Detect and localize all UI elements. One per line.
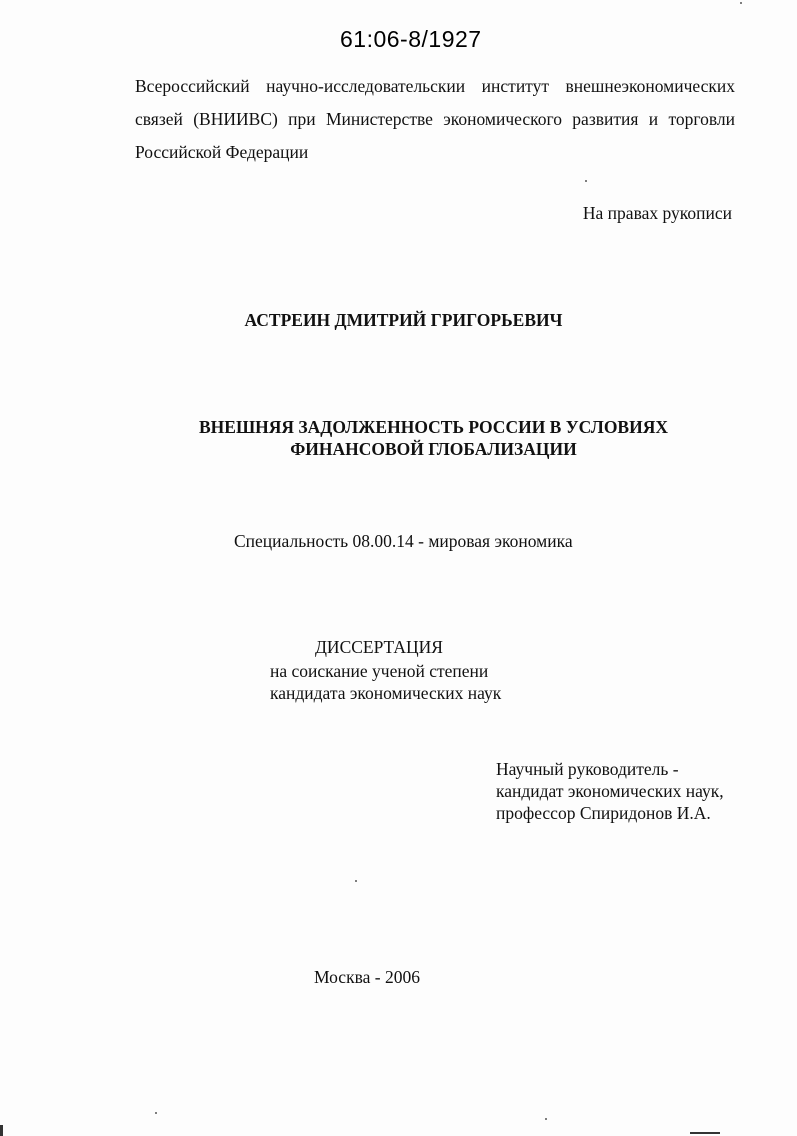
supervisor-line: кандидат экономических наук, (496, 781, 724, 801)
scan-edge-mark (690, 1132, 720, 1134)
scan-speck (585, 180, 587, 182)
institution-line: Всероссийский научно-исследовательскии институт внешнеэкономических (135, 76, 735, 96)
institution-line: связей (ВНИИВС) при Министерстве экономического развития и торговли (135, 109, 735, 129)
scan-speck (155, 1112, 157, 1114)
author-name: АСТРЕИН ДМИТРИЙ ГРИГОРЬЕВИЧ (244, 310, 563, 330)
institution-line: Российской Федерации (135, 142, 309, 162)
title-line: ВНЕШНЯЯ ЗАДОЛЖЕННОСТЬ РОССИИ В УСЛОВИЯХ (198, 417, 668, 437)
city-year: Москва - 2006 (314, 967, 420, 987)
scan-speck (355, 880, 357, 882)
rights-note: На правах рукописи (582, 203, 732, 223)
archive-code: 61:06-8/1927 (340, 26, 482, 52)
institution-name (135, 70, 735, 169)
supervisor-line: профессор Спиридонов И.А. (496, 803, 711, 823)
dissertation-title (0, 416, 797, 460)
specialty: Специальность 08.00.14 - мировая экономика (234, 531, 573, 551)
title-line: ФИНАНСОВОЙ ГЛОБАЛИЗАЦИИ (290, 439, 577, 459)
degree-line: кандидата экономических наук (270, 683, 502, 703)
degree-info (270, 660, 501, 704)
supervisor-info (496, 758, 724, 824)
dissertation-type: ДИССЕРТАЦИЯ (315, 637, 443, 657)
scan-speck (740, 2, 742, 4)
scan-edge-mark (0, 1125, 3, 1136)
supervisor-line: Научный руководитель - (496, 759, 679, 779)
scan-speck (545, 1118, 547, 1120)
degree-line: на соискание ученой степени (270, 661, 489, 681)
